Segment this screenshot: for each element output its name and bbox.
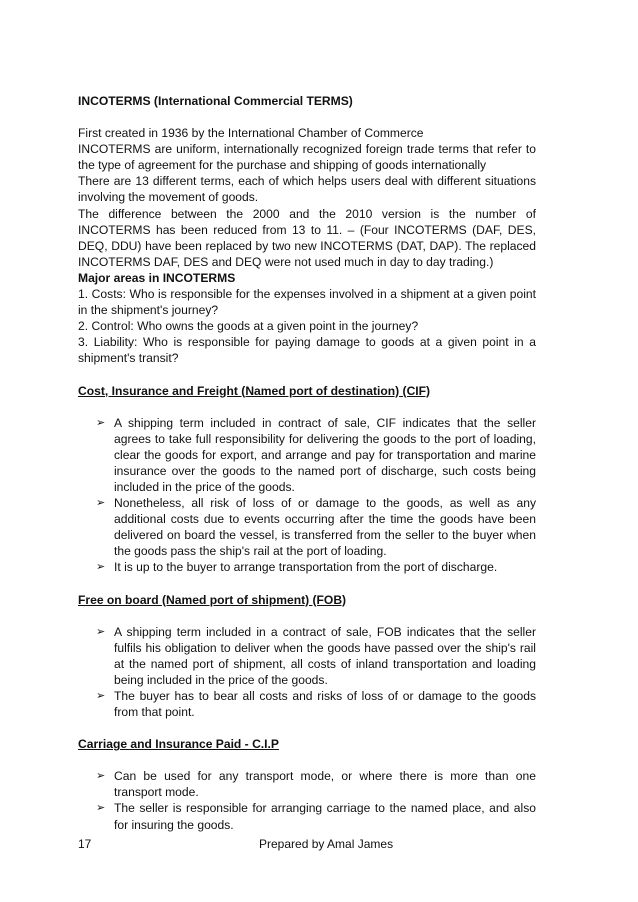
list-item [78,768,536,800]
intro-paragraph: The difference between the 2000 and the 2010 version is the number of INCOTERMS has been reduced from 13 to 11. – (Four INCOTERMS (DAF, DES, DEQ, DDU) have been replaced by two new INCOTERMS (DAT, DAP). The replaced INCOTERMS DAF, DES and DEQ were not used much in day to day trading.) [78,206,536,269]
bullet-text: Nonetheless, all risk of loss of or damage to the goods, as well as any additional costs due to events occurring after the time the goods have been delivered on board the vessel, is transferred from the seller to the buyer when the goods pass the ship's rail at the port of loading. [114,496,536,559]
section-fob [78,592,536,721]
major-areas-heading: Major areas in INCOTERMS [78,270,236,285]
list-item [78,624,536,688]
bullet-text: It is up to the buyer to arrange transportation from the port of discharge. [114,560,498,575]
page-number: 17 [78,837,92,851]
section-cip [78,736,536,832]
list-item [78,559,536,575]
section-title: Carriage and Insurance Paid - C.I.P [78,737,279,752]
arrow-bullet-icon: ➢ [96,690,106,702]
bullet-list [78,415,536,576]
major-area-item: 3. Liability: Who is responsible for paying damage to goods at a given point in a shipment's transit? [78,335,536,366]
bullet-text: A shipping term included in contract of sale, CIF indicates that the seller agrees to take full responsibility for delivering the goods to the port of loading, clear the goods for export, and arrange and pay for transportation and marine insurance over the goods to the named port of discharge, such costs being included in the price of the goods. [114,415,536,494]
section-title: Cost, Insurance and Freight (Named port of destination) (CIF) [78,383,431,398]
section-cif [78,383,536,576]
document-title: INCOTERMS (International Commercial TERMS) [78,94,353,108]
list-item [78,688,536,720]
intro-paragraph: INCOTERMS are uniform, internationally recognized foreign trade terms that refer to the type of agreement for the purchase and shipping of goods internationally [78,142,536,173]
list-item [78,800,536,832]
prepared-by: Prepared by Amal James [259,837,394,851]
arrow-bullet-icon: ➢ [96,802,106,815]
arrow-bullet-icon: ➢ [96,625,106,638]
bullet-text: A shipping term included in a contract of sale, FOB indicates that the seller fulfils his obligation to deliver when the goods have passed over the ship's rail at the named port of shipment, all costs of inland transportation and loading being included in the price of the goods. [114,624,536,687]
intro-paragraph: There are 13 different terms, each of which helps users deal with different situations involving the movement of goods. [78,174,536,205]
arrow-bullet-icon: ➢ [96,561,106,574]
list-item [78,415,536,495]
major-area-item: 2. Control: Who owns the goods at a given point in the journey? [78,319,419,334]
bullet-list [78,624,536,721]
arrow-bullet-icon: ➢ [96,497,106,510]
major-area-item: 1. Costs: Who is responsible for the expenses involved in a shipment at a given point in the shipment's journey? [78,287,536,318]
page-content [78,93,536,833]
bullet-text: The buyer has to bear all costs and risks of loss of or damage to the goods from that point. [114,689,536,720]
bullet-text: Can be used for any transport mode, or where there is more than one transport mode. [114,769,536,800]
intro-paragraph: First created in 1936 by the International Chamber of Commerce [78,126,424,141]
list-item [78,495,536,559]
major-areas-block [78,270,536,367]
intro-block [78,125,536,270]
section-title: Free on board (Named port of shipment) (FOB) [78,592,347,607]
bullet-text: The seller is responsible for arranging carriage to the named place, and also for insuring the goods. [114,801,536,832]
arrow-bullet-icon: ➢ [96,416,106,429]
bullet-list [78,768,536,832]
arrow-bullet-icon: ➢ [96,770,106,783]
